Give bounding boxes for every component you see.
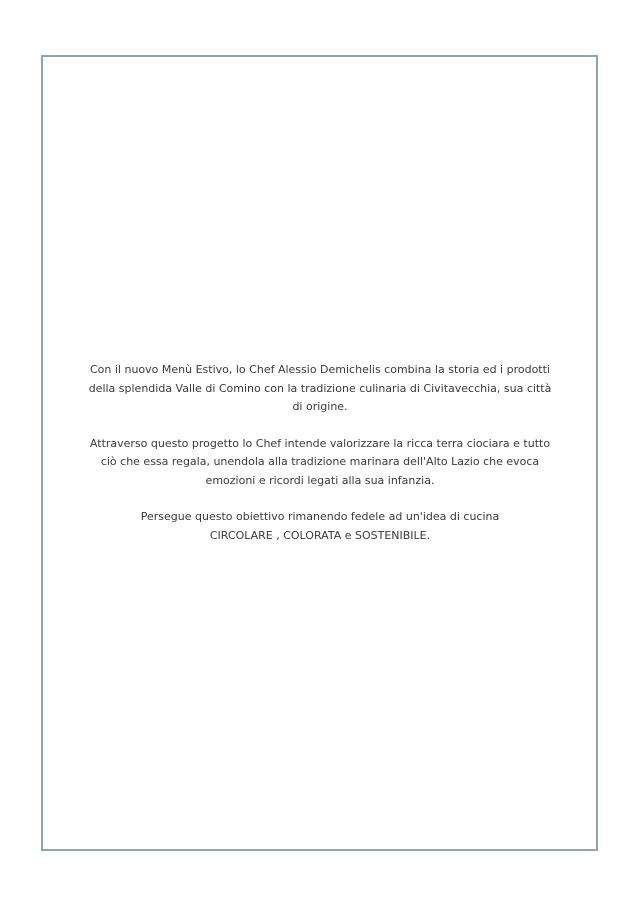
- paragraph-line: della splendida Valle di Comino con la tradizione culinaria di Civitavecchia, sua città: [88, 381, 552, 395]
- paragraph-line: Attraverso questo progetto lo Chef intende valorizzare la ricca terra ciociara e tutto: [89, 436, 551, 450]
- paragraph-line: Con il nuovo Menù Estivo, lo Chef Alessio Demichelis combina la storia ed i prodotti: [90, 363, 550, 376]
- paragraph-line: ciò che essa regala, unendola alla tradizione marinara dell'Alto Lazio che evoca: [100, 455, 540, 468]
- paragraph-line: CIRCOLARE , COLORATA e SOSTENIBILE.: [209, 528, 431, 542]
- paragraph-line: Persegue questo obiettivo rimanendo fedele ad un'idea di cucina: [140, 510, 500, 523]
- intro-paragraph-3: [70, 508, 570, 545]
- intro-paragraph-1: [70, 361, 570, 417]
- paragraph-line: emozioni e ricordi legati alla sua infanzia.: [205, 473, 435, 487]
- paragraph-line: di origine.: [292, 400, 348, 413]
- intro-paragraph-2: [70, 435, 570, 491]
- intro-text-block: [70, 361, 570, 545]
